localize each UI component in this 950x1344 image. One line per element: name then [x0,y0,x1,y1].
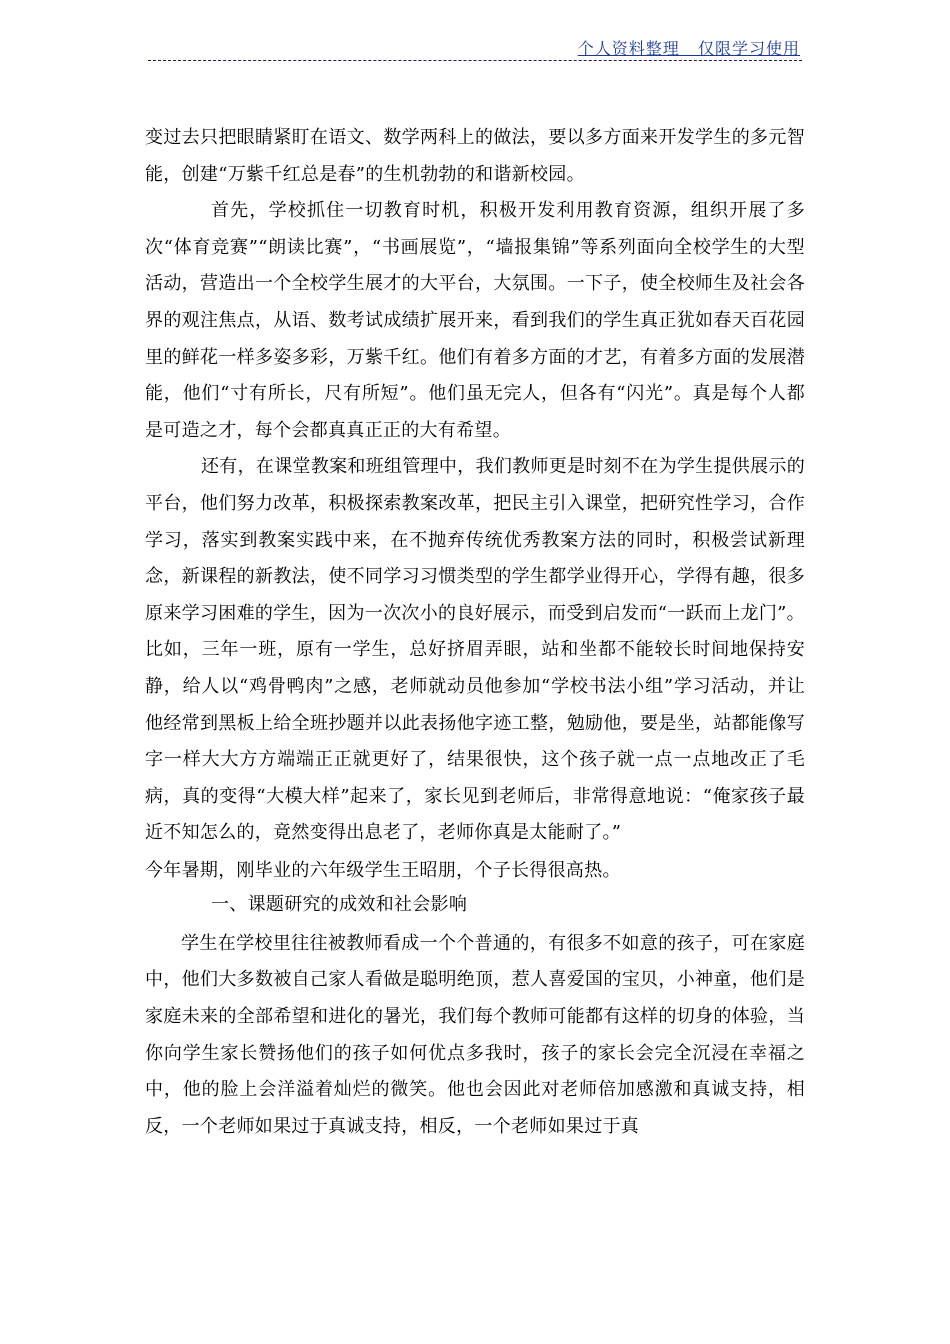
paragraph-1: 变过去只把眼睛紧盯在语文、数学两科上的做法，要以多方面来开发学生的多元智能，创建“万紫千红总是春”的生机勃勃的和谐新校园。 [145,127,805,185]
page-header [148,38,802,61]
header-text: 个人资料整理 仅限学习使用 [577,39,800,58]
section-heading: 一、课题研究的成效和社会影响 [211,893,468,915]
document-body [145,120,805,1145]
paragraph-2: 首先，学校抓住一切教育时机，积极开发利用教育资源，组织开展了多次“体育竞赛”“朗读比赛”，“书画展览”，“墙报集锦”等系列面向全校学生的大型活动，营造出一个全校学生展才的大平台，大氛围。一下子，使全校师生及社会各界的观注焦点，从语、数考试成绩扩展开来，看到我们的学生真正犹如春天百花园里的鲜花一样多姿多彩，万紫千红。他们有着多方面的才艺，有着多方面的发展潜能，他们“寸有所长，尺有所短”。他们虽无完人，但各有“闪光”。真是每个人都是可造之才，每个会都真真正正的大有希望。 [145,200,805,441]
paragraph-4: 今年暑期，刚毕业的六年级学生王昭朋，个子长得很高热。 [145,859,621,881]
paragraph-3: 还有，在课堂教案和班组管理中，我们教师更是时刻不在为学生提供展示的平台，他们努力改革，积极探索教案改革，把民主引入课堂，把研究性学习，合作学习，落实到教案实践中来，在不抛弃传统优秀教案方法的同时，积极尝试新理念，新课程的新教法，使不同学习习惯类型的学生都学业得开心，学得有趣，很多原来学习困难的学生，因为一次次小的良好展示，而受到启发而“一跃而上龙门”。比如，三年一班，原有一学生，总好挤眉弄眼，站和坐都不能较长时间地保持安静，给人以“鸡骨鸭肉”之感，老师就动员他参加“学校书法小组”学习活动，并让他经常到黑板上给全班抄题并以此表扬他字迹工整，勉励他，要是坐，站都能像写字一样大大方方端端正正就更好了，结果很快，这个孩子就一点一点地改正了毛病，真的变得“大模大样”起来了，家长见到老师后，非常得意地说：“俺家孩子最近不知怎么的，竟然变得出息老了，老师你真是太能耐了。” [145,456,805,844]
paragraph-5: 学生在学校里往往被教师看成一个个普通的，有很多不如意的孩子，可在家庭中，他们大多数被自己家人看做是聪明绝顶，惹人喜爱国的宝贝，小神童，他们是家庭未来的全部希望和进化的暑光，我们每个教师可能都有这样的切身的体验，当你向学生家长赞扬他们的孩子如何优点多我时，孩子的家长会完全沉浸在幸福之中，他的脸上会洋溢着灿烂的微笑。他也会因此对老师倍加感激和真诚支持，相反，一个老师如果过于真诚支持，相反，一个老师如果过于真 [145,932,805,1137]
